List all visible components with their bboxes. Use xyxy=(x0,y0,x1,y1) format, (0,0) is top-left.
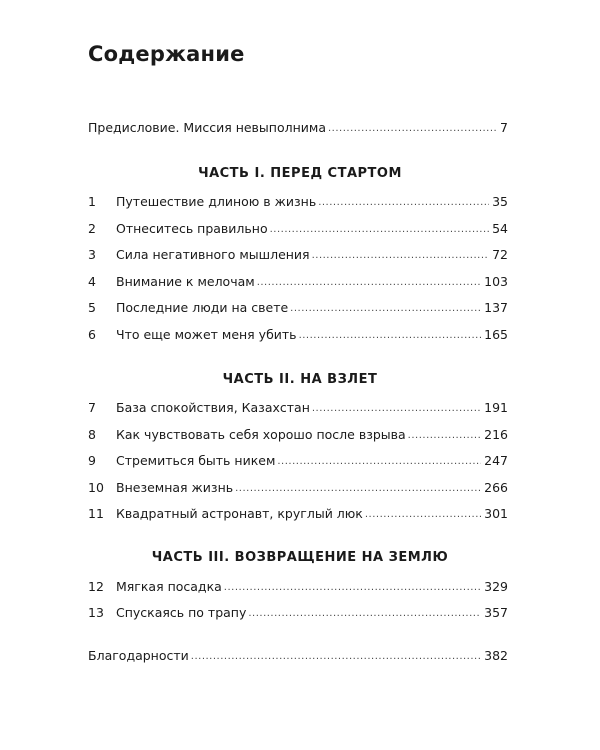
toc-entry-chapter[interactable] xyxy=(88,272,508,290)
entry-title: Внеземная жизнь xyxy=(116,480,234,495)
chapter-number: 2 xyxy=(88,221,96,236)
dot-leader xyxy=(299,329,482,343)
entry-page-number: 382 xyxy=(484,648,508,663)
chapter-number: 12 xyxy=(88,579,104,594)
entry-title: Спускаясь по трапу xyxy=(116,605,247,620)
entry-page-number: 301 xyxy=(484,506,508,521)
entry-title: Сила негативного мышления xyxy=(116,247,310,262)
toc-entry-chapter[interactable] xyxy=(88,245,508,263)
dot-leader xyxy=(312,402,481,416)
entry-title: Благодарности xyxy=(88,648,189,663)
toc-entry-chapter[interactable] xyxy=(88,577,508,595)
chapter-number: 4 xyxy=(88,274,96,289)
dot-leader xyxy=(257,276,481,290)
part-heading: ЧАСТЬ II. НА ВЗЛЕТ xyxy=(222,372,378,387)
chapter-number: 3 xyxy=(88,247,96,262)
entry-title: Последние люди на свете xyxy=(116,300,289,315)
toc-entry-chapter[interactable] xyxy=(88,325,508,343)
dot-leader xyxy=(318,196,489,210)
toc-entry-chapter[interactable] xyxy=(88,192,508,210)
entry-page-number: 7 xyxy=(500,120,508,135)
entry-title: Предисловие. Миссия невыполнима xyxy=(88,120,326,135)
dot-leader xyxy=(312,249,490,263)
chapter-number: 5 xyxy=(88,300,96,315)
dot-leader xyxy=(235,482,481,496)
chapter-number: 13 xyxy=(88,605,104,620)
dot-leader xyxy=(248,607,481,621)
toc-entry-preface[interactable] xyxy=(88,118,508,136)
entry-page-number: 35 xyxy=(492,194,508,209)
toc-entry-chapter[interactable] xyxy=(88,298,508,316)
dot-leader xyxy=(328,122,497,136)
dot-leader xyxy=(270,223,489,237)
entry-page-number: 165 xyxy=(484,327,508,342)
chapter-number: 7 xyxy=(88,400,96,415)
dot-leader xyxy=(191,650,481,664)
entry-title: Стремиться быть никем xyxy=(116,453,276,468)
part-heading: ЧАСТЬ III. ВОЗВРАЩЕНИЕ НА ЗЕМЛЮ xyxy=(151,550,449,565)
dot-leader xyxy=(277,455,481,469)
entry-page-number: 54 xyxy=(492,221,508,236)
entry-title: Внимание к мелочам xyxy=(116,274,255,289)
part-heading: ЧАСТЬ I. ПЕРЕД СТАРТОМ xyxy=(198,166,402,181)
toc-entry-acknowledgements[interactable] xyxy=(88,646,508,664)
chapter-number: 8 xyxy=(88,427,96,442)
chapter-number: 11 xyxy=(88,506,104,521)
entry-title: Как чувствовать себя хорошо после взрыва xyxy=(116,427,406,442)
toc-entry-chapter[interactable] xyxy=(88,451,508,469)
toc-entry-chapter[interactable] xyxy=(88,478,508,496)
entry-page-number: 247 xyxy=(484,453,508,468)
toc-entry-chapter[interactable] xyxy=(88,219,508,237)
chapter-number: 6 xyxy=(88,327,96,342)
chapter-number: 10 xyxy=(88,480,104,495)
dot-leader xyxy=(408,429,481,443)
chapter-number: 9 xyxy=(88,453,96,468)
dot-leader xyxy=(224,581,481,595)
entry-title: База спокойствия, Казахстан xyxy=(116,400,310,415)
toc-entry-chapter[interactable] xyxy=(88,425,508,443)
page-title: Содержание xyxy=(88,42,245,66)
entry-page-number: 329 xyxy=(484,579,508,594)
entry-page-number: 103 xyxy=(484,274,508,289)
entry-page-number: 357 xyxy=(484,605,508,620)
dot-leader xyxy=(290,302,481,316)
entry-title: Мягкая посадка xyxy=(116,579,222,594)
toc-entry-chapter[interactable] xyxy=(88,398,508,416)
chapter-number: 1 xyxy=(88,194,96,209)
entry-title: Что еще может меня убить xyxy=(116,327,297,342)
entry-title: Путешествие длиною в жизнь xyxy=(116,194,317,209)
entry-page-number: 266 xyxy=(484,480,508,495)
toc-entry-chapter[interactable] xyxy=(88,504,508,522)
entry-title: Квадратный астронавт, круглый люк xyxy=(116,506,363,521)
entry-page-number: 216 xyxy=(484,427,508,442)
dot-leader xyxy=(365,508,481,522)
entry-page-number: 72 xyxy=(492,247,508,262)
entry-page-number: 137 xyxy=(484,300,508,315)
entry-title: Отнеситесь правильно xyxy=(116,221,268,236)
entry-page-number: 191 xyxy=(484,400,508,415)
toc-entry-chapter[interactable] xyxy=(88,603,508,621)
